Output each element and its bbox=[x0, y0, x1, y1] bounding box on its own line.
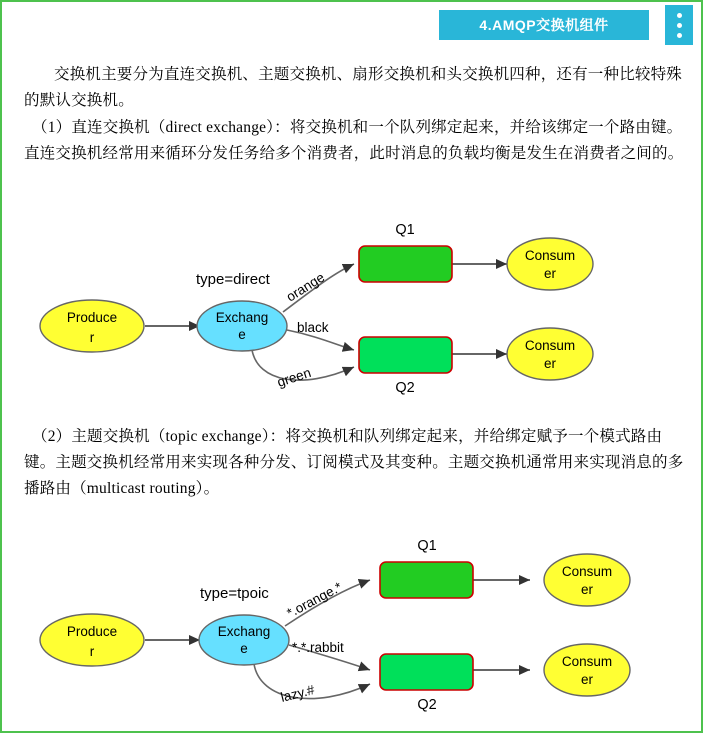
paragraph-topic-exchange: （2）主题交换机（topic exchange）：将交换机和队列绑定起来，并给绑定赋予一个模式路由键。主题交换机经常用来实现各种分发、订阅模式及其变种。主题交换机通常用来实现消息的多播路由（multicast routing）。 bbox=[24, 428, 684, 497]
node-exchange-label: Exchang bbox=[215, 310, 269, 325]
edge-label-lazy-pattern: lazy.# bbox=[279, 682, 316, 705]
edge-label-orange-pattern: *.orange.* bbox=[284, 579, 345, 621]
node-consumer-bottom-label-wrap: er bbox=[580, 672, 594, 687]
node-exchange bbox=[199, 615, 289, 665]
node-consumer-top-label: Consum bbox=[524, 248, 576, 263]
queue-bottom-label: Q2 bbox=[417, 697, 437, 713]
node-consumer-top-label-wrap: er bbox=[580, 582, 594, 597]
queue-top-label: Q1 bbox=[417, 538, 437, 554]
node-consumer-bottom bbox=[507, 328, 593, 380]
node-exchange-label-wrap: e bbox=[240, 641, 248, 656]
type-label-topic: type=tpoic bbox=[200, 585, 269, 602]
node-producer-label: Produce bbox=[66, 624, 118, 639]
node-exchange-label-wrap: e bbox=[238, 327, 246, 342]
diagram-direct-exchange bbox=[2, 202, 701, 412]
header-bar bbox=[2, 2, 701, 52]
node-consumer-top bbox=[544, 554, 630, 606]
vertical-dots-icon[interactable] bbox=[665, 5, 693, 45]
paragraph-direct-exchange: （1）直连交换机（direct exchange）：将交换机和一个队列绑定起来，并给该绑定一个路由键。直连交换机经常用来循环分发任务给多个消费者，此时消息的负载均衡是发生在消费者之间的。 bbox=[24, 119, 684, 162]
dot bbox=[677, 23, 682, 28]
edge-label-green: green bbox=[275, 364, 313, 390]
queue-bottom-label: Q2 bbox=[395, 380, 415, 396]
node-queue-top bbox=[380, 538, 473, 598]
dot bbox=[677, 13, 682, 18]
node-producer-label-wrap: r bbox=[89, 330, 95, 345]
edge-label-rabbit-pattern: *.*.rabbit bbox=[292, 640, 344, 655]
node-queue-bottom bbox=[380, 654, 473, 713]
edge-label-orange: orange bbox=[283, 269, 328, 305]
node-consumer-top-label: Consum bbox=[561, 564, 613, 579]
node-consumer-top-label-wrap: er bbox=[543, 266, 557, 281]
queue-top-label: Q1 bbox=[395, 222, 415, 238]
node-consumer-bottom bbox=[544, 644, 630, 696]
node-producer-label-line1: Produce bbox=[66, 310, 118, 325]
node-exchange-label: Exchang bbox=[217, 624, 271, 639]
paragraph-intro: 交换机主要分为直连交换机、主题交换机、扇形交换机和头交换机四种，还有一种比较特殊的默认交换机。 bbox=[24, 66, 683, 109]
diagram-topic-exchange bbox=[2, 512, 701, 732]
type-label-direct: type=direct bbox=[196, 271, 270, 288]
tab-label: 4.AMQP交换机组件 bbox=[479, 17, 609, 33]
node-consumer-top bbox=[507, 238, 593, 290]
node-producer bbox=[40, 614, 144, 666]
node-exchange bbox=[197, 301, 287, 351]
node-queue-top bbox=[359, 222, 452, 282]
node-consumer-bottom-label: Consum bbox=[524, 338, 576, 353]
node-producer-label-wrap: r bbox=[89, 644, 95, 659]
node-queue-bottom bbox=[359, 337, 452, 396]
tab-amqp-exchange[interactable] bbox=[439, 10, 649, 40]
dot bbox=[677, 33, 682, 38]
node-consumer-bottom-label-wrap: er bbox=[543, 356, 557, 371]
edge-label-black: black bbox=[297, 320, 329, 335]
node-consumer-bottom-label: Consum bbox=[561, 654, 613, 669]
